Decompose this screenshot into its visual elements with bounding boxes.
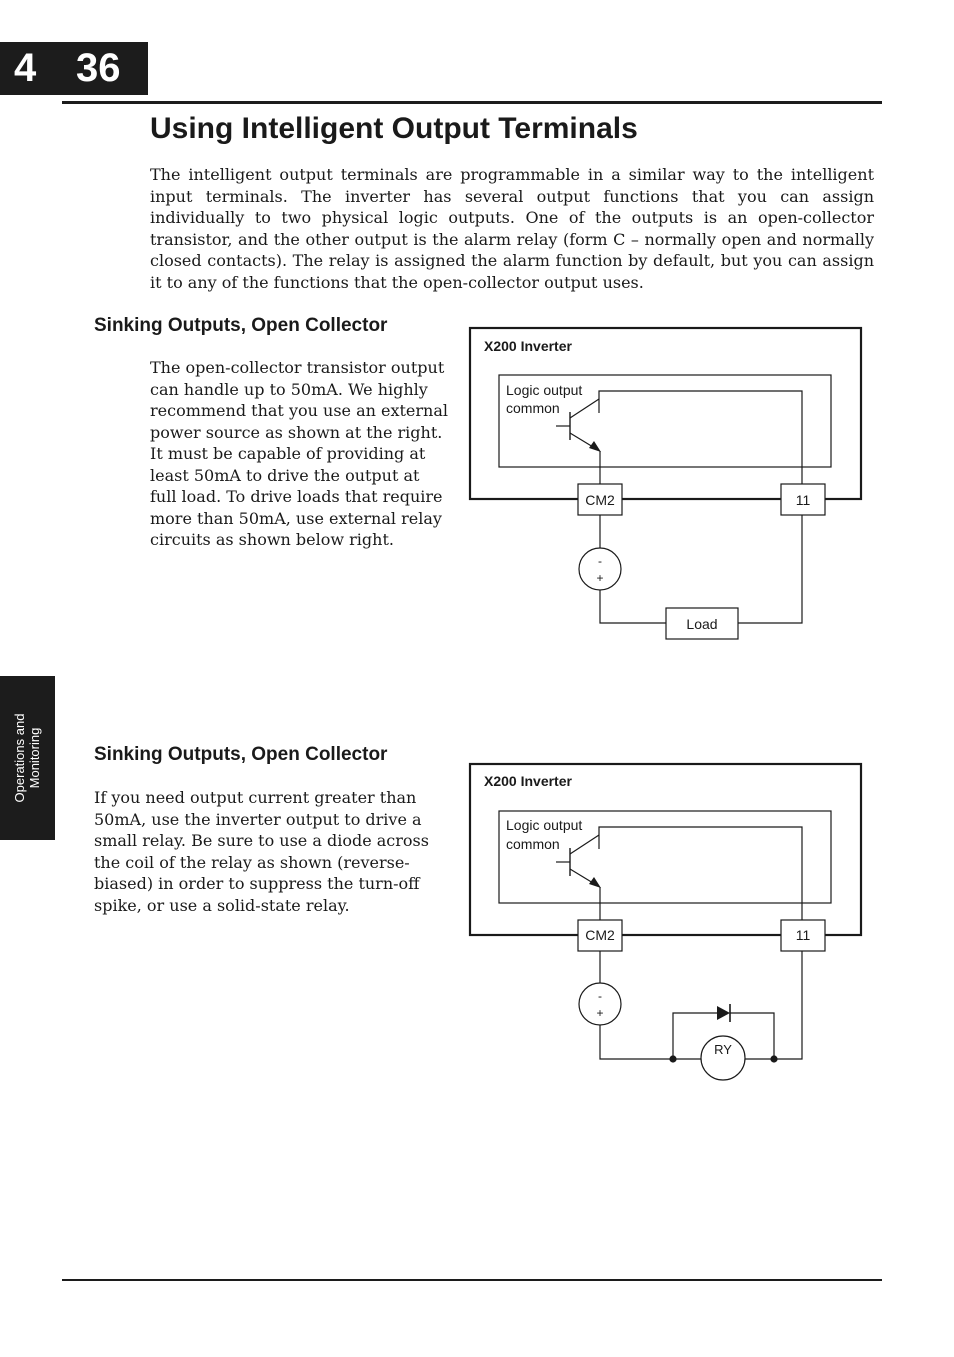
page-title: Using Intelligent Output Terminals <box>150 112 638 145</box>
inverter-label: X200 Inverter <box>484 338 572 354</box>
section-body-open-collector: The open-collector transistor output can handle up to 50mA. We highly recommend that you use an external power source as shown at the right. It must be capable of providing at least 50mA to drive the output at full load. To drive loads that require more than 50mA, use external relay circuits as shown below right. <box>150 358 449 549</box>
source-to-load-wire <box>600 589 666 623</box>
logic-output-label: Logic output <box>506 817 583 833</box>
source-minus-label: - <box>598 989 602 1003</box>
terminal-11-label: 11 <box>795 492 811 508</box>
terminal-cm2-label: CM2 <box>585 927 615 943</box>
load-to-terminal-wire <box>734 515 802 623</box>
junction-dot-right <box>770 1055 777 1062</box>
header-rule <box>62 101 882 104</box>
intro-paragraph: The intelligent output terminals are programmable in a similar way to the intelligent input terminals. The inverter has several output functions that you can assign individually to two physical logic outputs. One of the outputs is an open-collector transistor, and the other output is the alarm relay (form C – normally open and normally closed contacts). The relay is assigned the alarm function by default, but you can assign it to any of the functions that the open-collector output uses. <box>150 165 874 292</box>
transistor-collector <box>570 399 599 418</box>
transistor-collector <box>570 835 599 854</box>
chapter-side-tab <box>0 676 55 840</box>
collector-wire <box>599 827 802 922</box>
load-label: Load <box>686 616 718 632</box>
emitter-arrow <box>589 441 601 452</box>
source-plus-label: + <box>596 571 604 585</box>
page-number-tab <box>0 42 148 95</box>
logic-common-label: common <box>506 400 560 416</box>
junction-dot-left <box>669 1055 676 1062</box>
section-heading-open-collector: Sinking Outputs, Open Collector <box>94 315 388 336</box>
section-body-relay: If you need output current greater than 50mA, use the inverter output to drive a small relay. Be sure to use a diode across the coil of the relay as shown (reverse-biased) in order to suppress the turn-off spike, or use a solid-state relay. <box>94 788 429 915</box>
emitter-arrow <box>589 877 601 888</box>
chapter-side-tab-label <box>12 714 42 803</box>
source-plus-label: + <box>596 1006 604 1020</box>
logic-common-label: common <box>506 836 560 852</box>
source-minus-label: - <box>598 554 602 568</box>
diode-icon <box>717 1006 730 1020</box>
footer-rule <box>62 1279 882 1281</box>
logic-output-label: Logic output <box>506 382 583 398</box>
collector-wire <box>599 391 802 486</box>
terminal-11-label: 11 <box>795 927 811 943</box>
chapter-number: 4 <box>14 46 37 90</box>
relay-label: RY <box>714 1042 732 1057</box>
source-to-relay-wire <box>600 1025 701 1059</box>
inverter-label: X200 Inverter <box>484 773 572 789</box>
side-tab-line-1: Operations and <box>12 713 27 803</box>
side-tab-line-2: Monitoring <box>27 727 42 789</box>
open-collector-relay-diagram <box>468 762 864 1084</box>
open-collector-load-diagram <box>468 326 864 642</box>
terminal-cm2-label: CM2 <box>585 492 615 508</box>
page-number: 36 <box>76 46 121 90</box>
section-heading-relay: Sinking Outputs, Open Collector <box>94 744 388 765</box>
